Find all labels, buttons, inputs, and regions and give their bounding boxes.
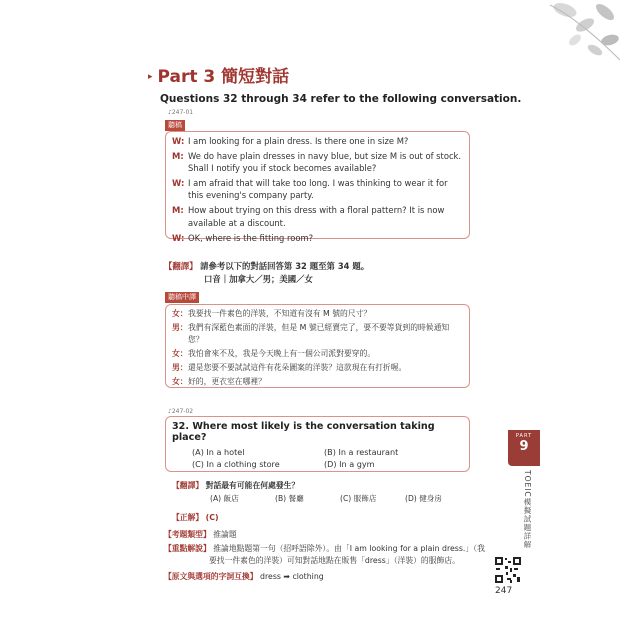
speaker-label: M: <box>172 151 184 161</box>
qr-code-icon[interactable] <box>494 556 522 584</box>
line-text: 我怕會來不及，我是今天晚上有一個公司派對要穿的。 <box>188 348 376 358</box>
page-number: 247 <box>495 586 513 596</box>
speaker-label: 女： <box>172 348 188 358</box>
accent-label: 口音 <box>204 274 221 284</box>
leaf-decoration <box>470 0 620 70</box>
cn-choice-d: (D) 健身房 <box>405 494 442 503</box>
audio-track-label: ♪247-01 <box>168 109 194 116</box>
questions-heading: Questions 32 through 34 refer to the following conversation. <box>160 93 522 105</box>
line-text: How about trying on this dress with a floral pattern? It is now available at a discount. <box>188 205 445 228</box>
type-value: 推論題 <box>213 530 237 539</box>
q-translation-tag: 【翻譯】 <box>172 481 204 490</box>
cn-transcript-box <box>165 304 470 388</box>
choice-c[interactable]: (C) In a clothing store <box>192 459 280 469</box>
speaker-label: M: <box>172 205 184 216</box>
explanation-line2: 要找一件素色的洋裝）可知對話地點在販售「dress」（洋裝）的服飾店。 <box>209 556 460 565</box>
line-text: 我們有深藍色素面的洋裝，但是 M 號已經賣完了，要不要等貨到的時候通知您？ <box>188 323 450 344</box>
explanation-row <box>164 543 485 567</box>
explanation-tag: 【重點解說】 <box>164 544 211 553</box>
paraphrase-value: dress ➡ clothing <box>260 572 324 581</box>
side-part-label: PART <box>515 433 533 439</box>
transcript-line <box>172 150 463 174</box>
choice-d[interactable]: (D) In a gym <box>324 459 375 469</box>
paraphrase-tag: 【原文與選項的字詞互換】 <box>164 572 258 581</box>
transcript-line <box>172 177 463 201</box>
line-text: 我要找一件素色的洋裝，不知道有沒有 M 號的尺寸？ <box>188 309 372 318</box>
paraphrase-row <box>164 571 324 582</box>
answer-choices <box>192 447 463 469</box>
part-title <box>148 62 289 87</box>
translation-block: 【翻譯】 請參考以下的對話回答第 32 題至第 34 題。 口音｜加拿大／男；美國／女 <box>164 261 370 284</box>
audio-track-label: ♪247-02 <box>168 408 194 415</box>
line-text: OK, where is the fitting room? <box>188 232 314 243</box>
question-text: 32. Where most likely is the conversation taking place? <box>172 421 435 443</box>
speaker-label: 男： <box>172 362 188 372</box>
cn-transcript-tag: 聽稿中譯 <box>165 292 199 303</box>
explanation-line1: 推論地點題第一句（招呼語除外）。由「I am looking for a plain dress.」（我 <box>213 544 485 553</box>
transcript-line <box>172 204 463 228</box>
cn-choice-b: (B) 餐廳 <box>275 494 304 503</box>
transcript-box <box>165 131 470 243</box>
type-row <box>164 529 237 540</box>
line-text: 還是您要不要試試這件有花朵圖案的洋裝？這款現在有打折喔。 <box>188 362 407 372</box>
cn-line <box>172 362 463 374</box>
speaker-label: 女： <box>172 376 188 386</box>
translation-instruction: 請參考以下的對話回答第 32 題至第 34 題。 <box>200 261 370 271</box>
speaker-label: 男： <box>172 323 188 333</box>
question-translation <box>172 480 299 491</box>
part-title-text: Part 3 簡短對話 <box>157 67 290 87</box>
part-side-tab <box>508 430 540 466</box>
part-arrow-icon: ▸ <box>148 72 153 82</box>
side-part-number: 9 <box>519 439 529 454</box>
line-text: 好的，更衣室在哪裡？ <box>188 376 266 386</box>
speaker-label: W: <box>172 232 185 243</box>
type-tag: 【考題類型】 <box>164 530 211 539</box>
line-text: I am looking for a plain dress. Is there one in size M? <box>188 136 409 146</box>
q-translation-text: 對話最有可能在何處發生？ <box>205 481 300 490</box>
line-text: I am afraid that will take too long. I was thinking to wear it for this evening's company party. <box>188 178 448 201</box>
speaker-label: 女： <box>172 309 188 318</box>
choice-a[interactable]: (A) In a hotel <box>192 447 245 457</box>
cn-line <box>172 348 463 360</box>
transcript-tag: 聽稿 <box>165 120 185 131</box>
side-vertical-text: TOEIC模擬試題詳解 <box>523 470 532 549</box>
answer-value: (C) <box>205 513 219 522</box>
choice-b[interactable]: (B) In a restaurant <box>324 447 399 457</box>
speaker-label: W: <box>172 178 185 189</box>
cn-line <box>172 308 463 320</box>
translation-tag: 【翻譯】 <box>164 261 198 271</box>
cn-choices <box>210 493 470 504</box>
speaker-label: W: <box>172 136 185 146</box>
cn-line <box>172 322 463 345</box>
transcript-line <box>172 232 463 244</box>
cn-line <box>172 376 463 388</box>
accent-value: 加拿大／男；美國／女 <box>229 274 313 284</box>
question-box <box>165 416 470 472</box>
cn-choice-c: (C) 服飾店 <box>340 494 377 503</box>
answer-tag: 【正解】 <box>172 513 204 522</box>
transcript-line <box>172 135 463 147</box>
line-text: We do have plain dresses in navy blue, but size M is out of stock. Shall I notify you if stock becomes available? <box>188 151 462 174</box>
cn-choice-a: (A) 飯店 <box>210 494 239 503</box>
answer-row <box>172 512 219 523</box>
